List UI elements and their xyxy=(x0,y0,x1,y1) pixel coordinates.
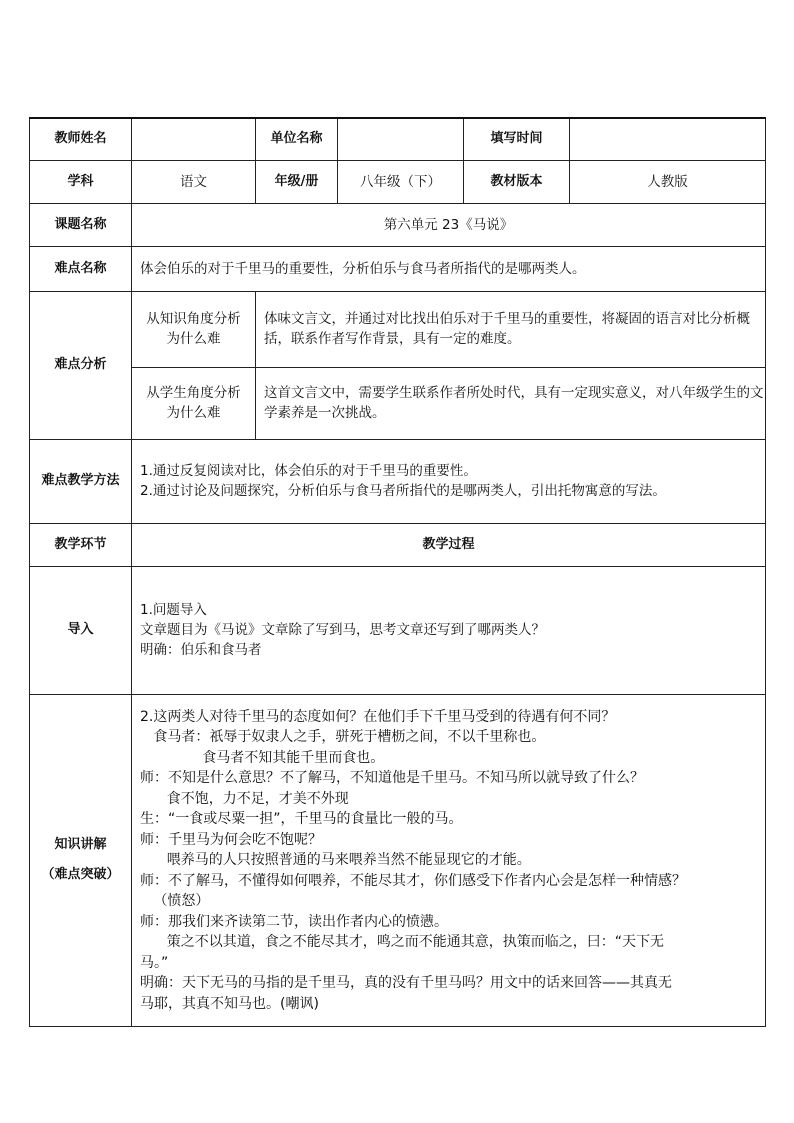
knowledge-line-14: 明确：天下无马的马指的是千里马，真的没有千里马吗？用文中的话来回答——其真无 xyxy=(140,975,672,991)
teacher-name-value[interactable] xyxy=(132,118,256,160)
method-line-1: 1.通过反复阅读对比，体会伯乐的对于千里马的重要性。 xyxy=(140,463,477,479)
method-content xyxy=(132,439,766,523)
teacher-name-label: 教师姓名 xyxy=(30,118,132,160)
student-angle-label-line-1: 从学生角度分析 xyxy=(146,385,241,401)
knowledge-angle-label-line-2: 为什么难 xyxy=(166,331,221,347)
knowledge-line-13: 马。” xyxy=(140,954,169,971)
knowledge-content xyxy=(132,694,766,1027)
fill-date-label: 填写时间 xyxy=(464,118,570,160)
difficulty-value: 体会伯乐的对于千里马的重要性，分析伯乐与食马者所指代的是哪两类人。 xyxy=(132,246,766,291)
subject-value: 语文 xyxy=(132,160,256,203)
knowledge-line-15: 马耶，其真不知马也。(嘲讽) xyxy=(140,995,319,1012)
edition-label: 教材版本 xyxy=(464,160,570,203)
knowledge-label-line-1: 知识讲解 xyxy=(54,837,107,853)
method-line-2: 2.通过讨论及问题探究，分析伯乐与食马者所指代的是哪两类人，引出托物寓意的写法。 xyxy=(140,483,666,499)
knowledge-line-12: 策之不以其道，食之不能尽其才，鸣之而不能通其意，执策而临之，曰：“天下无 xyxy=(140,934,664,950)
knowledge-line-5: 食不饱，力不足，才美不外现 xyxy=(140,790,349,807)
intro-line-3: 明确：伯乐和食马者 xyxy=(140,642,262,658)
unit-name-label: 单位名称 xyxy=(256,118,338,160)
knowledge-line-2: 食马者：祇辱于奴隶人之手，骈死于槽枥之间，不以千里称也。 xyxy=(140,729,546,745)
knowledge-line-6: 生：“一食或尽粟一担”，千里马的食量比一般的马。 xyxy=(140,811,463,827)
unit-name-value[interactable] xyxy=(338,118,464,160)
lesson-plan-table xyxy=(29,117,766,1027)
process-label: 教学过程 xyxy=(132,523,766,566)
intro-line-2: 文章题目为《马说》文章除了写到马，思考文章还写到了哪两类人？ xyxy=(140,622,545,638)
knowledge-angle-label-line-1: 从知识角度分析 xyxy=(146,311,241,327)
edition-value: 人教版 xyxy=(570,160,766,203)
knowledge-line-10: （愤怒） xyxy=(140,893,210,909)
knowledge-line-7: 师：千里马为何会吃不饱呢？ xyxy=(140,831,322,848)
knowledge-angle-text: 体味文言文，并通过对比找出伯乐对于千里马的重要性，将凝固的语言对比分析概括，联系作者写作背景，具有一定的难度。 xyxy=(256,291,766,367)
intro-line-1: 1.问题导入 xyxy=(140,602,207,618)
method-label: 难点教学方法 xyxy=(30,439,132,523)
lesson-plan-page xyxy=(29,117,765,1027)
difficulty-label: 难点名称 xyxy=(30,246,132,291)
topic-value: 第六单元 23《马说》 xyxy=(132,203,766,246)
knowledge-line-1: 2.这两类人对待千里马的态度如何？在他们手下千里马受到的待遇有何不同？ xyxy=(140,708,616,725)
knowledge-angle-label xyxy=(132,291,256,367)
intro-label: 导入 xyxy=(30,566,132,694)
student-angle-label xyxy=(132,367,256,439)
knowledge-line-3: 食马者不知其能千里而食也。 xyxy=(140,749,385,766)
knowledge-label-line-2: （难点突破） xyxy=(41,867,120,883)
student-angle-text: 这首文言文中，需要学生联系作者所处时代，具有一定现实意义，对八年级学生的文学素养是一次挑战。 xyxy=(256,367,766,439)
grade-label: 年级/册 xyxy=(256,160,338,203)
topic-label: 课题名称 xyxy=(30,203,132,246)
grade-value: 八年级（下） xyxy=(338,160,464,203)
knowledge-line-11: 师：那我们来齐读第二节，读出作者内心的愤懑。 xyxy=(140,913,448,930)
stage-label: 教学环节 xyxy=(30,523,132,566)
subject-label: 学科 xyxy=(30,160,132,203)
knowledge-line-4: 师：不知是什么意思？不了解马，不知道他是千里马。不知马所以就导致了什么？ xyxy=(140,770,644,786)
fill-date-value[interactable] xyxy=(570,118,766,160)
knowledge-label xyxy=(30,694,132,1027)
analysis-label: 难点分析 xyxy=(30,291,132,439)
knowledge-line-8: 喂养马的人只按照普通的马来喂养当然不能显现它的才能。 xyxy=(140,852,531,868)
student-angle-label-line-2: 为什么难 xyxy=(166,405,221,421)
intro-content xyxy=(132,566,766,694)
knowledge-line-9: 师：不了解马，不懂得如何喂养，不能尽其才，你们感受下作者内心会是怎样一种情感？ xyxy=(140,872,686,889)
